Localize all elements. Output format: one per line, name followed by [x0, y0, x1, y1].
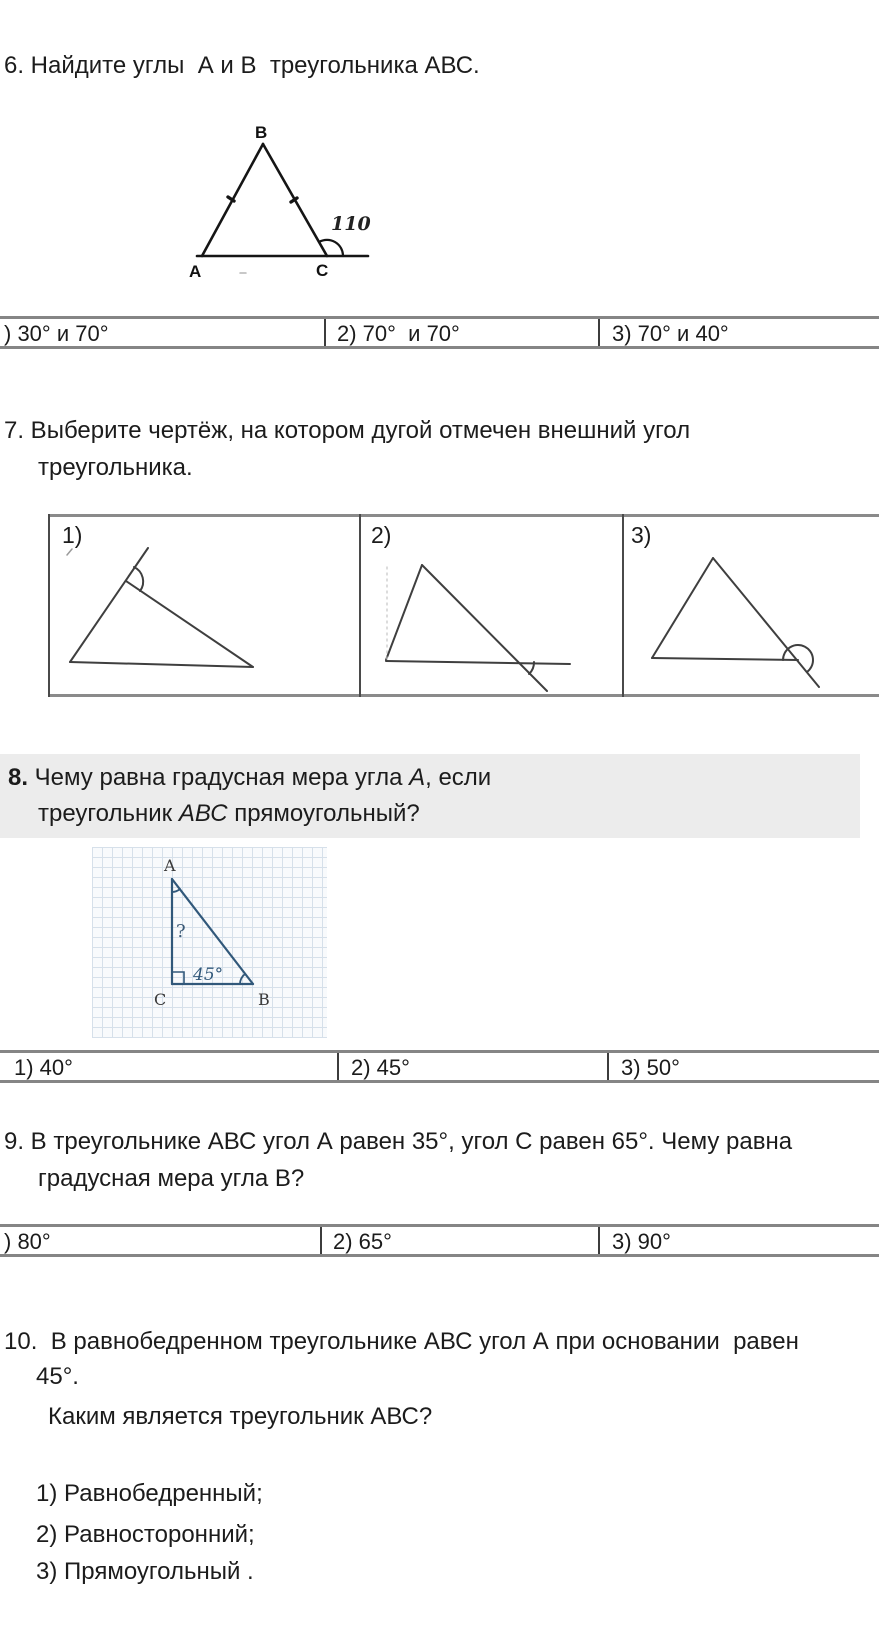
q8-question-line2 [38, 800, 420, 828]
q8-vertex-c-label: C [154, 990, 167, 1009]
q8-line1-pre: Чему равна градусная мера угла [28, 764, 410, 791]
q8-angle-b-label: 45° [193, 965, 224, 985]
q6-triangle-diagram [148, 108, 376, 285]
q8-angle-a-query-label: ? [176, 921, 186, 942]
q8-angle-b-arc [240, 974, 245, 984]
q8-answer-cell-2: 2) 45° [351, 1055, 410, 1080]
q7-fig3-right-side-extended [713, 558, 819, 687]
q7-fig2-left-side [386, 565, 422, 660]
q9-question-line1: 9. В треугольнике АВС угол А равен 35°, угол С равен 65°. Чему равна [4, 1128, 793, 1155]
q8-answer-cell-3: 3) 50° [621, 1055, 680, 1080]
q7-fig1-right-side [126, 581, 253, 667]
q7-fig1-left-side-extended [70, 548, 148, 662]
q10-option-3: 3) Прямоугольный . [36, 1558, 254, 1585]
q7-fig3-exterior-angle-arc [783, 645, 813, 672]
q6-answer-cell-1: ) 30° и 70° [4, 321, 109, 346]
q7-fig1-base [70, 662, 253, 667]
q6-answer-row [0, 316, 879, 349]
q7-fig2-base [386, 661, 570, 664]
q7-fig2-right-side-extended [422, 565, 547, 691]
q6-answer-divider-2 [598, 319, 600, 346]
q7-fig3-left-side [652, 558, 713, 658]
q8-line1-post: , если [425, 764, 492, 791]
q8-answer-divider-1 [337, 1053, 339, 1080]
q9-answer-cell-1: ) 80° [4, 1229, 51, 1254]
q7-cell-label-1: 1) [62, 522, 83, 548]
q8-vertex-a-label: A [164, 856, 176, 875]
q8-angle-a-arc [172, 889, 180, 892]
q8-number: 8. [8, 764, 29, 791]
q10-option-1: 1) Равнобедренный; [36, 1480, 263, 1507]
q6-vertex-c-label: C [316, 261, 329, 280]
q6-question-text: 6. Найдите углы А и В треугольника АВС. [4, 52, 480, 79]
q7-cell-label-2: 2) [371, 522, 392, 548]
q10-question-line3: Каким является треугольник АВС? [48, 1403, 433, 1430]
q7-fig3-base [652, 658, 798, 660]
q9-answer-cell-3: 3) 90° [612, 1229, 671, 1254]
q8-grid-figure [92, 847, 327, 1038]
q6-answer-cell-2: 2) 70° и 70° [337, 321, 460, 346]
q8-line2-var-abc: АВС [178, 800, 228, 827]
q10-question-line1: 10. В равнобедренном треугольнике АВС угол А при основании равен [4, 1328, 799, 1355]
q8-line1-var-a: А [409, 764, 426, 791]
q10-question-line2: 45°. [36, 1363, 79, 1390]
q8-line2-pre: треугольник [38, 800, 179, 827]
q6-answer-divider-1 [324, 319, 326, 346]
q8-right-angle-square [172, 972, 184, 984]
q6-answer-cell-3: 3) 70° и 40° [612, 321, 729, 346]
q8-triangle-svg [92, 847, 327, 1038]
q9-answer-divider-1 [320, 1227, 322, 1254]
q7-question-line2: треугольника. [38, 454, 193, 481]
q8-question-line1 [8, 764, 491, 792]
q9-question-line2: градусная мера угла В? [38, 1165, 305, 1192]
q9-answer-row [0, 1224, 879, 1257]
q6-angle-110-label: 110 [331, 213, 371, 235]
q7-fig1-stray-mark [67, 549, 72, 555]
q8-line2-post: прямоугольный? [227, 800, 420, 827]
q7-figures-svg [48, 515, 879, 697]
q10-option-2: 2) Равносторонний; [36, 1521, 255, 1548]
q8-answer-cell-1: 1) 40° [14, 1055, 73, 1080]
q6-vertex-a-label: A [189, 262, 202, 281]
q9-answer-divider-2 [598, 1227, 600, 1254]
q9-answer-cell-2: 2) 65° [333, 1229, 392, 1254]
q8-answer-row [0, 1050, 879, 1083]
q7-cell-label-3: 3) [631, 522, 652, 548]
q8-vertex-b-label: B [258, 990, 270, 1009]
q7-question-line1: 7. Выберите чертёж, на котором дугой отмечен внешний угол [4, 417, 691, 444]
q6-vertex-b-label: B [255, 123, 268, 142]
q8-answer-divider-2 [607, 1053, 609, 1080]
